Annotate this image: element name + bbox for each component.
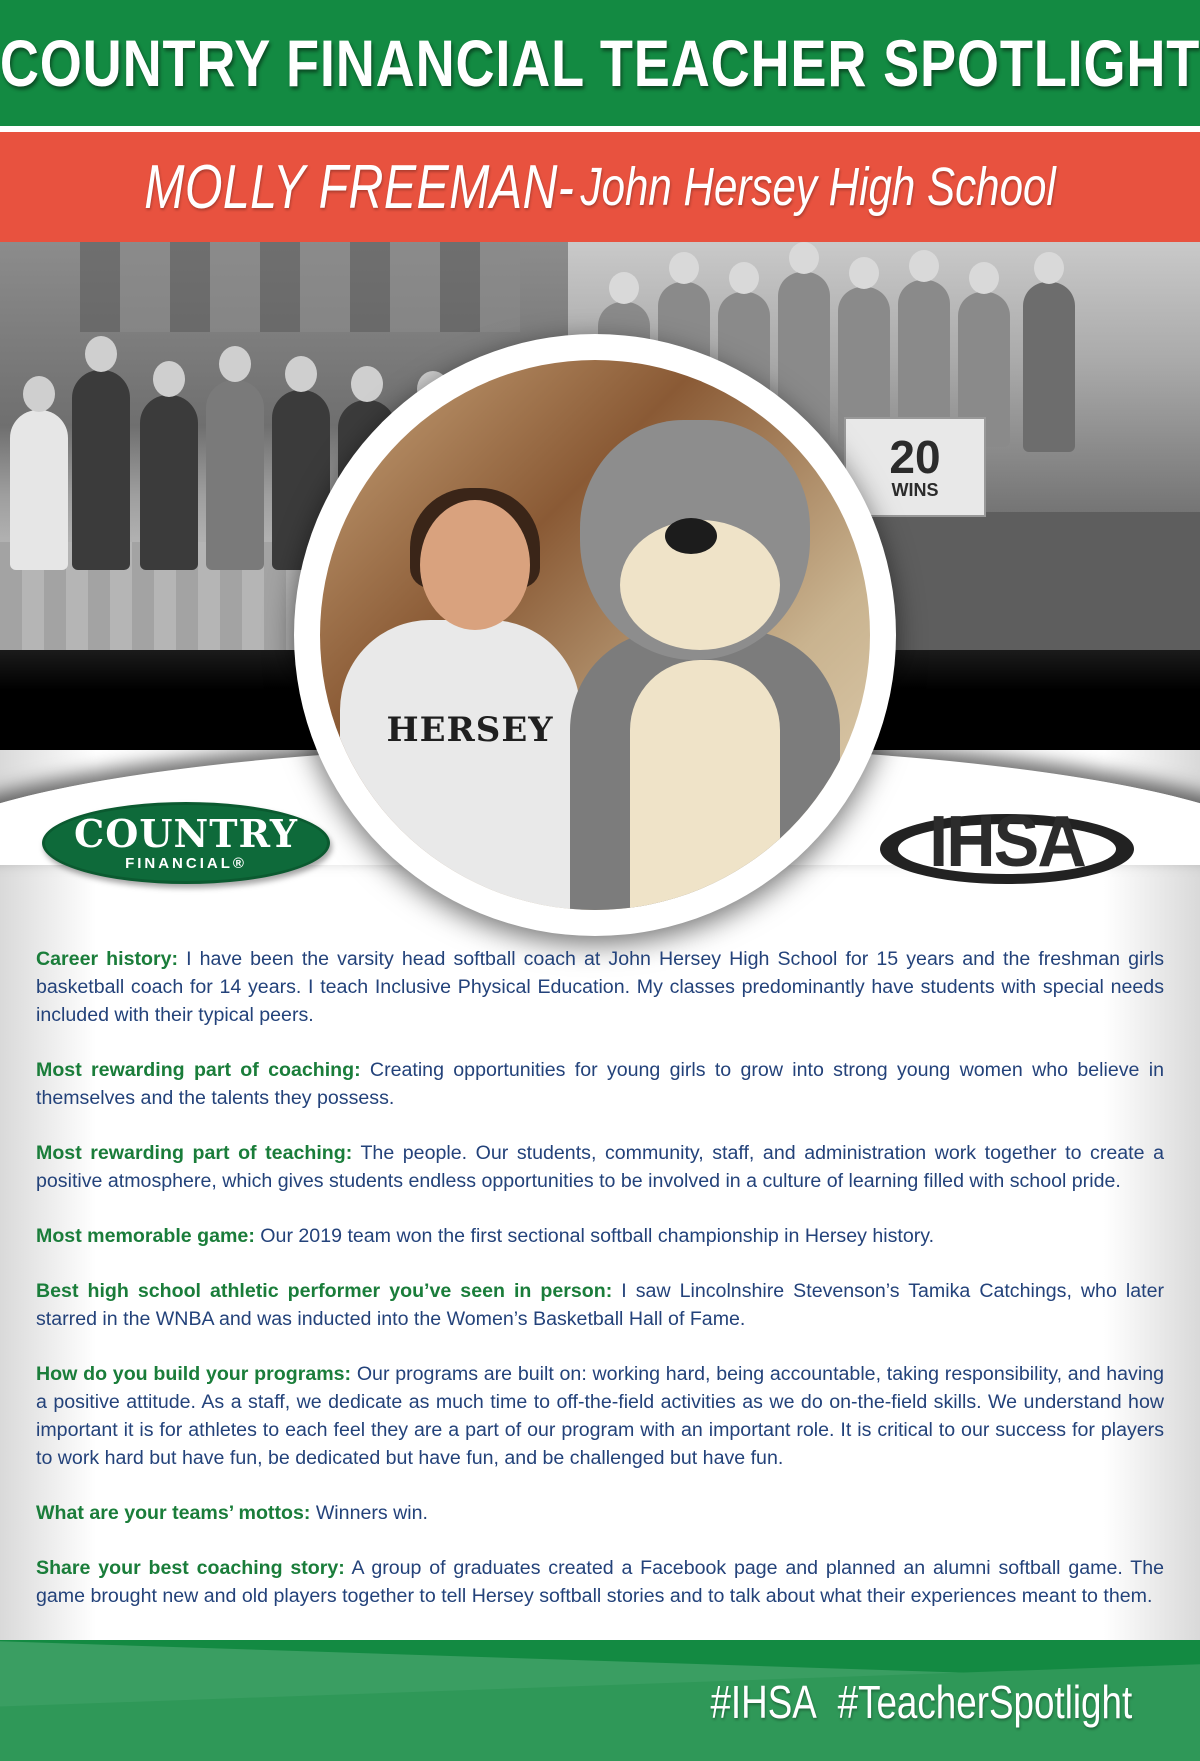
coach-figure — [1023, 282, 1075, 452]
name-banner — [0, 132, 1200, 242]
shirt-text: HERSEY — [386, 710, 554, 750]
qa-item — [36, 1139, 1164, 1195]
teacher-portrait — [340, 500, 580, 910]
qa-answer: Creating opportunities for young girls to grow into strong young women who believe in themselves and the talents they possess. — [36, 1059, 1164, 1109]
teacher-name: MOLLY FREEMAN- — [144, 152, 575, 222]
qa-answer: I saw Lincolnshire Stevenson’s Tamika Catchings, who later starred in the WNBA and was inducted into the Women’s Basketball Hall of Fame. — [36, 1280, 1164, 1330]
top-banner — [0, 0, 1200, 126]
hashtags — [710, 1662, 1132, 1742]
qa-question: Best high school athletic performer you’ve seen in person: — [36, 1280, 613, 1302]
qa-question: Most memorable game: — [36, 1225, 255, 1247]
wall-mural — [80, 242, 520, 332]
qa-question: Career history: — [36, 948, 179, 970]
qa-item — [36, 1554, 1164, 1610]
qa-answer: Our 2019 team won the first sectional softball championship in Hersey history. — [254, 1225, 935, 1247]
teacher-face — [420, 500, 530, 630]
country-logo-sub: FINANCIAL® — [125, 854, 247, 872]
qa-question: Share your best coaching story: — [36, 1557, 345, 1579]
qa-item — [36, 1360, 1164, 1472]
page-title: COUNTRY FINANCIAL TEACHER SPOTLIGHT — [0, 26, 1200, 100]
teacher-figure — [206, 380, 264, 570]
qa-answer: Winners win. — [310, 1502, 428, 1524]
qa-question: Most rewarding part of coaching: — [36, 1059, 361, 1081]
qa-item — [36, 945, 1164, 1029]
qa-answer: I have been the varsity head softball coach at John Hersey High School for 15 years and the freshman girls basketball coach for 14 years. I teach Inclusive Physical Education. My classes predominantly have students with special needs included with their typical peers. — [36, 948, 1164, 1026]
country-logo-main: COUNTRY — [73, 810, 299, 856]
wins-sign-number: 20 — [889, 430, 941, 483]
hashtag-ihsa: #IHSA — [710, 1676, 817, 1728]
hero-photo — [320, 360, 870, 910]
qa-section — [36, 945, 1164, 1637]
ihsa-logo — [880, 792, 1134, 892]
qa-answer: A group of graduates created a Facebook page and planned an alumni softball game. The game brought new and old players together to tell Hersey softball stories and to talk about what their experiences meant to them. — [36, 1557, 1164, 1607]
teacher-name-line — [132, 132, 1068, 242]
qa-answer: The people. Our students, community, staff, and administration work together to create a positive atmosphere, which gives students endless opportunities to be involved in a culture of learning filled with school pride. — [36, 1142, 1164, 1192]
qa-question: How do you build your programs: — [36, 1363, 352, 1385]
wins-sign-label: WINS — [891, 479, 939, 500]
student-figure — [10, 410, 68, 570]
qa-question: Most rewarding part of teaching: — [36, 1142, 353, 1164]
qa-item — [36, 1056, 1164, 1112]
ihsa-logo-text: IHSA — [929, 802, 1085, 882]
teacher-shirt — [340, 620, 580, 910]
qa-item — [36, 1222, 1164, 1250]
student-figure — [140, 395, 198, 570]
qa-item — [36, 1499, 1164, 1527]
qa-item — [36, 1277, 1164, 1333]
hashtag-teacher-spotlight: #TeacherSpotlight — [837, 1676, 1132, 1728]
school-name: John Hersey High School — [580, 157, 1056, 217]
country-financial-logo — [42, 802, 330, 884]
husky-mascot — [570, 400, 840, 910]
student-figure — [72, 370, 130, 570]
mascot-belly — [630, 660, 780, 910]
qa-answer: Our programs are built on: working hard, being accountable, taking responsibility, and having a positive attitude. As a staff, we dedicate as much time to off-the-field activities as we do on-the-field skills. We understand how important it is for athletes to each feel they are a part of our program with an important role. It is critical to our success for players to work hard but have fun, be dedicated but have fun, and be challenged but have fun. — [36, 1363, 1164, 1469]
mascot-nose — [665, 518, 717, 554]
bottom-banner — [0, 1640, 1200, 1761]
qa-question: What are your teams’ mottos: — [36, 1502, 311, 1524]
